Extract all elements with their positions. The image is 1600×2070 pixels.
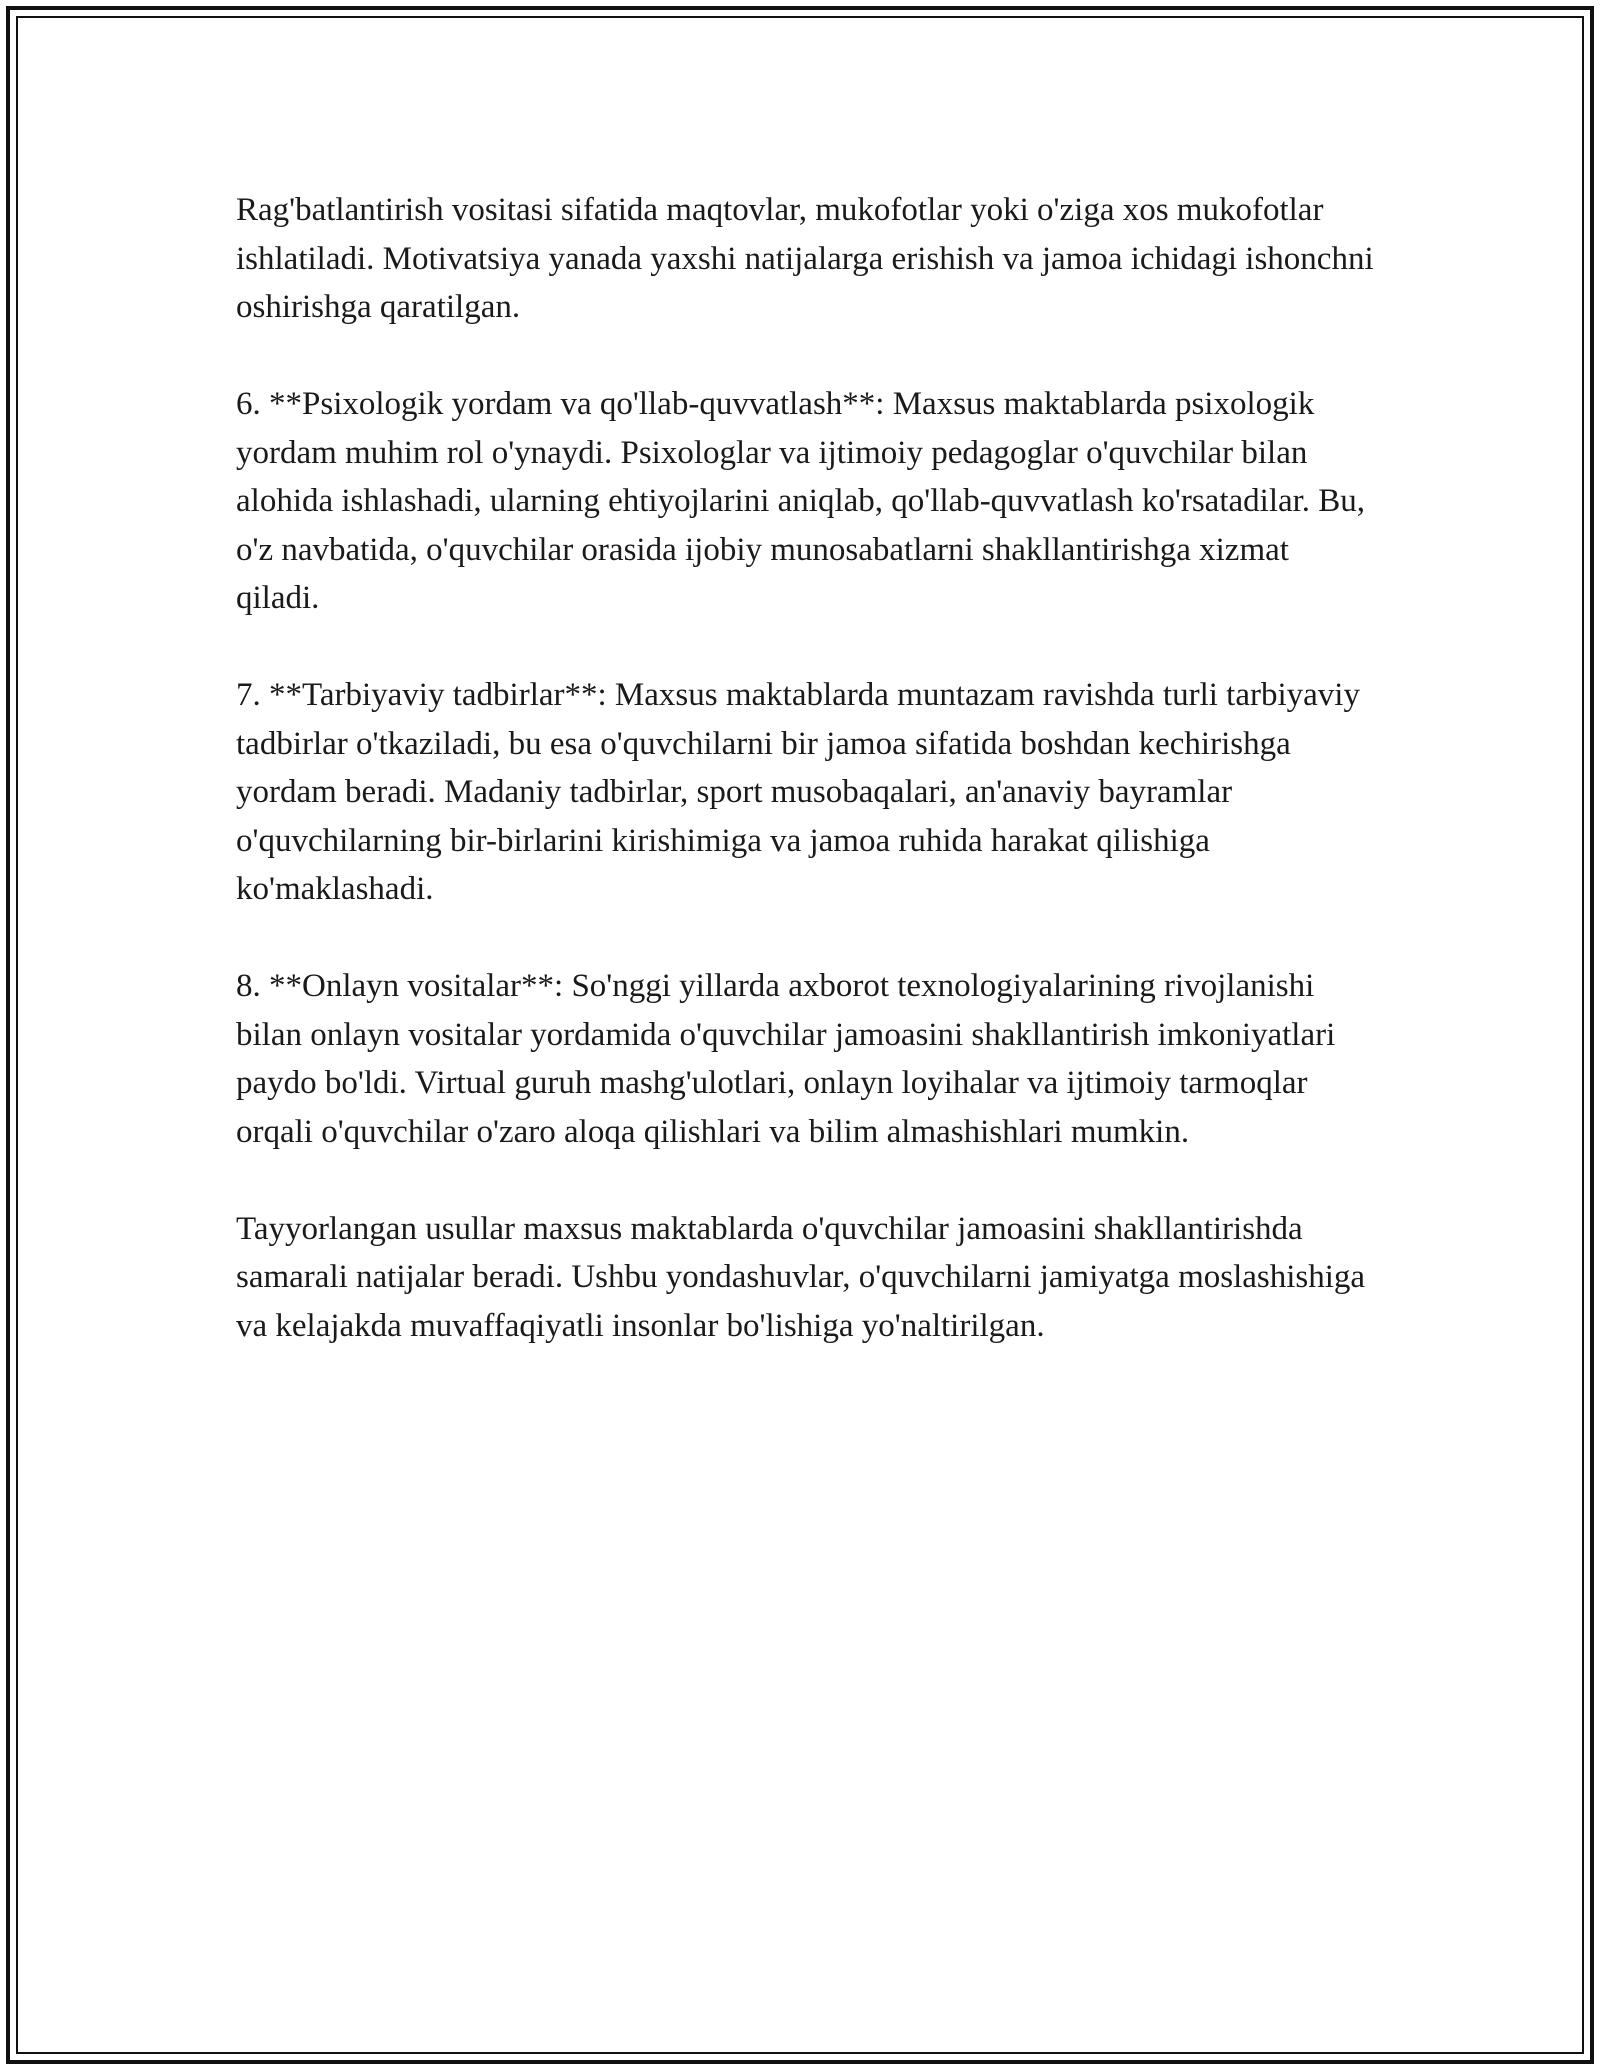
paragraph-psychological-support: 6. **Psixologik yordam va qo'llab-quvvatlash**: Maxsus maktablarda psixologik yordam muhim rol o'ynaydi. Psixologlar va ijtimoiy pedagoglar o'quvchilar bilan alohida ishlashadi, ularning ehtiyojlarini aniqlab, qo'llab-quvvatlash ko'rsatadilar. Bu, o'z navbatida, o'quvchilar orasida ijobiy munosabatlarni shakllantirishga xizmat qiladi. <box>236 386 1366 616</box>
paragraph-educational-events: 7. **Tarbiyaviy tadbirlar**: Maxsus maktablarda muntazam ravishda turli tarbiyaviy tadbirlar o'tkaziladi, bu esa o'quvchilarni bir jamoa sifatida boshdan kechirishga yordam beradi. Madaniy tadbirlar, sport musobaqalari, an'anaviy bayramlar o'quvchilarning bir-birlarini kirishimiga va jamoa ruhida harakat qilishiga ko'maklashadi. <box>236 677 1360 907</box>
paragraph-online-tools: 8. **Onlayn vositalar**: So'nggi yillarda axborot texnologiyalarining rivojlanishi bilan onlayn vositalar yordamida o'quvchilar jamoasini shakllantirish imkoniyatlari paydo bo'ldi. Virtual guruh mashg'ulotlari, onlayn loyihalar va ijtimoiy tarmoqlar orqali o'quvchilar o'zaro aloqa qilishlari va bilim almashishlari mumkin. <box>236 968 1336 1150</box>
paragraph-motivation: Rag'batlantirish vositasi sifatida maqtovlar, mukofotlar yoki o'ziga xos mukofotlar ishlatiladi. Motivatsiya yanada yaxshi natijalarga erishish va jamoa ichidagi ishonchni oshirishga qaratilgan. <box>236 192 1374 325</box>
paragraph-conclusion: Tayyorlangan usullar maxsus maktablarda o'quvchilar jamoasini shakllantirishda samarali natijalar beradi. Ushbu yondashuvlar, o'quvchilarni jamiyatga moslashishiga va kelajakda muvaffaqiyatli insonlar bo'lishiga yo'naltirilgan. <box>236 1210 1366 1344</box>
document-body <box>236 186 1376 1399</box>
